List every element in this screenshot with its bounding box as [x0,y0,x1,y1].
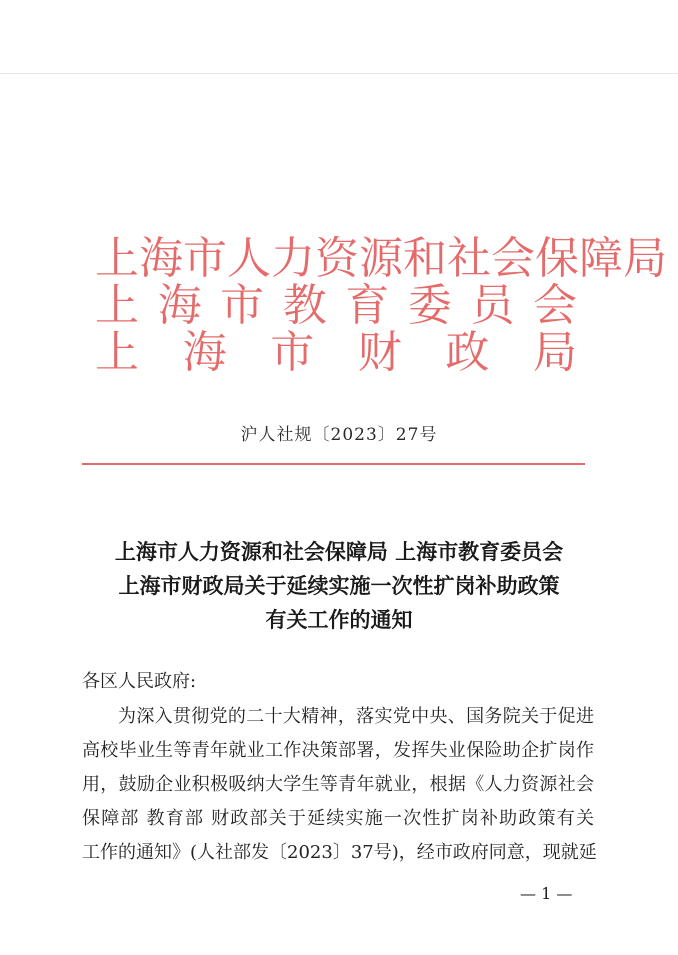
issuer-char: 市 [220,280,265,331]
issuer-char: 政 [445,327,490,378]
issuer-line-education-commission [95,281,577,331]
body-text-line: 为深入贯彻党的二十大精神，落实党中央、国务院关于促进 [118,706,594,727]
issuer-char: 会 [532,280,577,331]
issuer-char: 源 [359,233,403,284]
issuer-char: 局 [532,327,577,378]
issuer-char: 财 [357,327,402,378]
issuer-char: 教 [282,280,327,331]
issuer-char: 育 [345,280,390,331]
body-text-line: 用，鼓励企业积极吸纳大学生等青年就业，根据《人力资源社会 [82,774,594,795]
issuer-char: 障 [579,233,623,284]
document-title-line-3: 有关工作的通知 [265,608,413,632]
salutation: 各区人民政府: [82,671,197,692]
body-text-line: 保障部 教育部 财政部关于延续实施一次性扩岗补助政策有关 [82,808,594,829]
issuer-char: 人 [227,233,271,284]
issuer-char: 委 [407,280,452,331]
issuer-char: 社 [447,233,491,284]
document-title-line-1: 上海市人力资源和社会保障局 上海市教育委员会 [114,540,564,564]
issuer-line-hrss-bureau [95,233,667,284]
issuer-char: 资 [315,233,359,284]
issuer-line-finance-bureau [95,328,577,378]
body-text-line: 高校毕业生等青年就业工作决策部署，发挥失业保险助企扩岗作 [82,740,594,761]
red-divider-line [82,463,585,465]
document-number: 沪人社规〔2023〕27号 [240,425,438,445]
page-top-edge [0,73,678,74]
issuer-char: 海 [157,280,202,331]
document-title-line-2: 上海市财政局关于延续实施一次性扩岗补助政策 [118,574,560,598]
issuer-char: 力 [271,233,315,284]
issuer-char: 保 [535,233,579,284]
issuer-char: 局 [623,233,667,284]
issuer-char: 市 [270,327,315,378]
issuer-char: 上 [95,233,139,284]
issuer-char: 上 [95,327,139,378]
issuer-char: 市 [183,233,227,284]
issuer-char: 员 [470,280,515,331]
issuer-char: 上 [95,280,139,331]
page-number: — 1 — [520,884,573,903]
body-text-line: 工作的通知》(人社部发〔2023〕37号)，经市政府同意，现就延 [82,842,597,863]
issuer-char: 海 [182,327,227,378]
issuer-char: 海 [139,233,183,284]
issuer-char: 和 [403,233,447,284]
issuer-char: 会 [491,233,535,284]
